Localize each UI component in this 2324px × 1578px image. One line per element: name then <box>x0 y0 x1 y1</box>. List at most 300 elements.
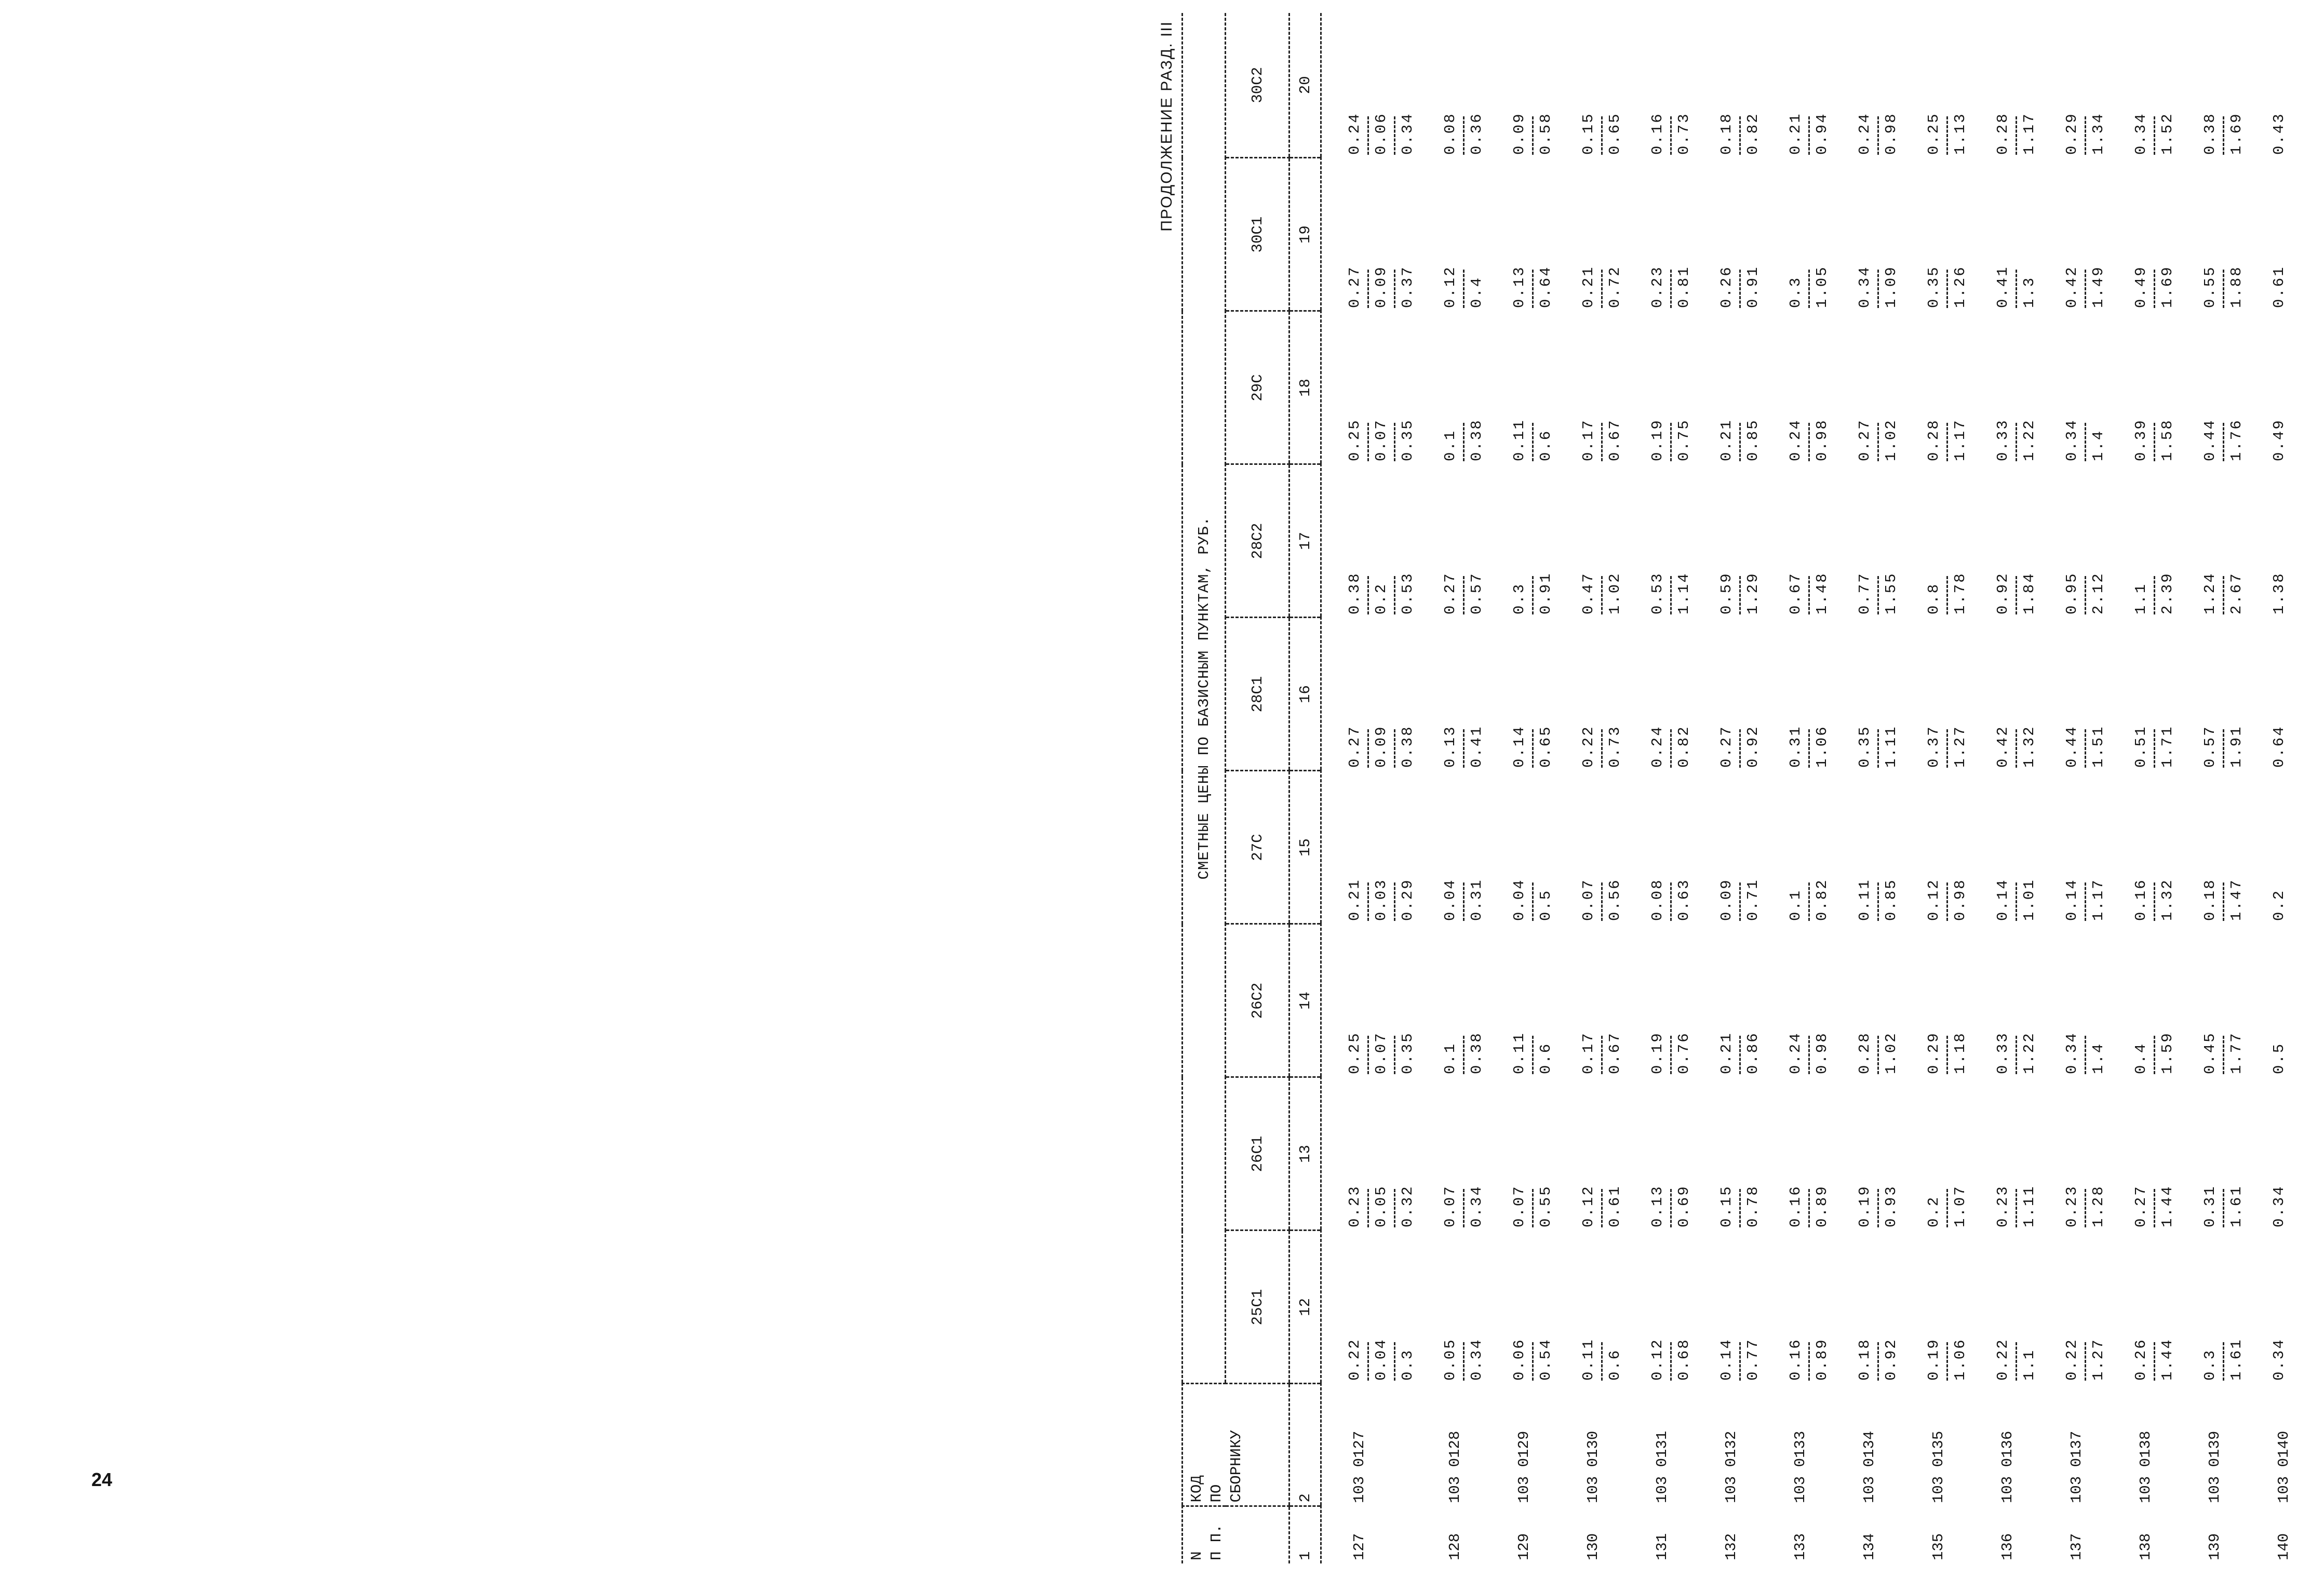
cell-divider <box>2223 1342 2224 1381</box>
price-value: 0.34 <box>2063 419 2080 461</box>
price-value: 0.64 <box>1537 265 1554 308</box>
price-value: 0.61 <box>2271 265 2288 308</box>
header-price-column: 28С2 <box>1226 464 1289 618</box>
price-value: 0.8 <box>1925 582 1942 614</box>
section-caption: ПРОДОЛЖЕНИЕ РАЗД. III <box>1158 21 1175 232</box>
cell-divider <box>1946 270 1948 308</box>
header-column-number: 12 <box>1289 1231 1321 1384</box>
row-number: 137 <box>2068 1533 2085 1560</box>
price-value: 0.34 <box>2271 1338 2288 1381</box>
price-value: 1.17 <box>1952 419 1969 461</box>
cell-divider <box>2154 423 2155 461</box>
cell-divider <box>1367 116 1369 155</box>
price-value: 0.34 <box>1856 265 1873 308</box>
price-value: 1.91 <box>2228 725 2245 768</box>
cell-divider <box>1463 882 1465 921</box>
price-value: 0.2 <box>1373 582 1390 614</box>
price-value: 0.17 <box>1580 419 1597 461</box>
price-value: 0.21 <box>1346 878 1363 921</box>
table-row <box>2039 13 2108 1563</box>
price-value: 0.6 <box>1537 429 1554 461</box>
table-row <box>1763 13 1832 1563</box>
price-value: 0.05 <box>1373 1185 1390 1227</box>
price-cell <box>2177 1231 2246 1384</box>
price-value: 0.22 <box>1994 1338 2011 1381</box>
row-number: 131 <box>1654 1533 1671 1560</box>
cell-divider <box>2223 729 2224 768</box>
cell-divider <box>2016 423 2017 461</box>
price-cell <box>1321 464 1418 618</box>
cell-divider <box>1808 270 1810 308</box>
price-value: 0.92 <box>1994 572 2011 614</box>
price-value: 0.98 <box>1952 878 1969 921</box>
cell-divider <box>1532 1342 1534 1381</box>
cell-divider <box>1601 729 1603 768</box>
price-cell <box>1694 13 1763 158</box>
price-value: 0.65 <box>1606 112 1623 155</box>
price-value: 1.32 <box>2021 725 2038 768</box>
price-cell <box>1832 1077 1901 1231</box>
price-value: 0.63 <box>1675 878 1692 921</box>
price-cell <box>1694 1077 1763 1231</box>
price-value: 0.03 <box>1373 878 1390 921</box>
header-price-column: 28С1 <box>1226 618 1289 771</box>
price-cell <box>1901 1231 1970 1384</box>
row-code: 103 0139 <box>2206 1430 2223 1503</box>
header-column-number: 13 <box>1289 1077 1321 1231</box>
price-value: 0.24 <box>1787 1032 1804 1074</box>
price-value: 2.12 <box>2090 572 2107 614</box>
price-value: 0.34 <box>1468 1338 1485 1381</box>
price-cell <box>1417 158 1486 311</box>
cell-divider <box>1601 1342 1603 1381</box>
price-value: 1.02 <box>1883 419 1900 461</box>
header-code-label-3: СБОРНИКУ <box>1228 1430 1245 1503</box>
cell-divider <box>1463 1189 1465 1227</box>
cell-divider <box>1670 270 1672 308</box>
cell-divider <box>2154 1036 2155 1074</box>
cell-divider <box>1946 576 1948 614</box>
price-cell <box>2039 1231 2108 1384</box>
price-cell <box>1832 1231 1901 1384</box>
price-value: 0.39 <box>2132 419 2150 461</box>
price-value: 1.13 <box>1952 112 1969 155</box>
header-column-number: 19 <box>1289 158 1321 311</box>
price-value: 0.42 <box>1994 725 2011 768</box>
price-value: 0.11 <box>1511 1032 1528 1074</box>
price-cell <box>1970 13 2039 158</box>
price-value: 0.85 <box>1744 419 1762 461</box>
price-value: 0.32 <box>1399 1185 1416 1227</box>
price-cell <box>1763 618 1832 771</box>
cell-divider <box>2016 576 2017 614</box>
price-cell <box>1555 13 1624 158</box>
header-num-label-1: N <box>1188 1551 1205 1560</box>
price-value: 0.27 <box>1718 725 1735 768</box>
price-value: 0.29 <box>1399 878 1416 921</box>
price-cell <box>2108 771 2177 924</box>
row-code: 103 0136 <box>1999 1430 2016 1503</box>
header-price-column: 27С <box>1226 771 1289 924</box>
price-cell <box>1417 464 1486 618</box>
price-value: 0.72 <box>1606 265 1623 308</box>
price-value: 0.29 <box>2063 112 2080 155</box>
price-cell <box>1417 924 1486 1077</box>
price-value: 0.06 <box>1511 1338 1528 1381</box>
price-value: 0.05 <box>1442 1338 1459 1381</box>
price-cell <box>2039 771 2108 924</box>
price-cell <box>2246 464 2324 618</box>
price-value: 0.64 <box>2271 725 2288 768</box>
price-cell <box>1555 771 1624 924</box>
price-cell <box>1624 158 1694 311</box>
cell-divider <box>1877 1189 1879 1227</box>
price-cell <box>1970 311 2039 464</box>
price-cell <box>1555 1231 1624 1384</box>
cell-divider <box>1739 1189 1741 1227</box>
price-cell <box>1901 311 1970 464</box>
cell-divider <box>1946 116 1948 155</box>
header-column-number: 1 <box>1289 1506 1321 1563</box>
price-value: 0.27 <box>1346 725 1363 768</box>
cell-divider <box>1463 576 1465 614</box>
price-value: 0.04 <box>1442 878 1459 921</box>
price-value: 2.39 <box>2159 572 2176 614</box>
price-cell <box>1970 1231 2039 1384</box>
cell-divider <box>1877 1036 1879 1074</box>
price-value: 0.94 <box>1813 112 1831 155</box>
price-value: 0.14 <box>1511 725 1528 768</box>
price-value: 0.19 <box>1925 1338 1942 1381</box>
cell-divider <box>1601 270 1603 308</box>
price-cell <box>1486 771 1555 924</box>
table-row <box>2246 13 2324 1563</box>
cell-divider <box>2085 729 2086 768</box>
price-value: 0.07 <box>1511 1185 1528 1227</box>
price-cell <box>1763 311 1832 464</box>
price-value: 0.23 <box>1346 1185 1363 1227</box>
price-value: 0.27 <box>2132 1185 2150 1227</box>
cell-divider <box>1739 576 1741 614</box>
price-value: 0.3 <box>1787 276 1804 308</box>
price-value: 0.78 <box>1744 1185 1762 1227</box>
price-value: 0.35 <box>1925 265 1942 308</box>
row-code: 103 0135 <box>1930 1430 1947 1503</box>
price-value: 0.36 <box>1468 112 1485 155</box>
cell-divider <box>1946 1342 1948 1381</box>
row-number: 130 <box>1584 1533 1602 1560</box>
price-cell <box>2177 1077 2246 1231</box>
cell-divider <box>1463 270 1465 308</box>
price-value: 1.02 <box>1606 572 1623 614</box>
cell-divider <box>1877 882 1879 921</box>
price-cell <box>1970 771 2039 924</box>
cell-divider <box>2085 116 2086 155</box>
price-value: 0.19 <box>1649 1032 1666 1074</box>
cell-divider <box>1601 116 1603 155</box>
header-price-column: 25С1 <box>1248 1289 1266 1326</box>
cell-divider <box>2223 1189 2224 1227</box>
price-value: 1.26 <box>1952 265 1969 308</box>
cell-divider <box>2154 116 2155 155</box>
price-value: 0.07 <box>1580 878 1597 921</box>
price-value: 0.56 <box>1606 878 1623 921</box>
price-cell <box>1486 158 1555 311</box>
price-cell <box>2177 771 2246 924</box>
price-cell <box>1694 1231 1763 1384</box>
price-value: 0.91 <box>1744 265 1762 308</box>
page-number: 24 <box>91 1469 113 1490</box>
price-value: 0.38 <box>1399 725 1416 768</box>
price-value: 0.41 <box>1994 265 2011 308</box>
price-value: 1.51 <box>2090 725 2107 768</box>
table-row <box>2108 13 2177 1563</box>
cell-divider <box>1808 1189 1810 1227</box>
price-cell <box>2039 618 2108 771</box>
cell-divider <box>2223 576 2224 614</box>
cell-divider <box>1739 1342 1741 1381</box>
cell-divider <box>1532 882 1534 921</box>
price-value: 1.55 <box>1883 572 1900 614</box>
price-value: 0.4 <box>2132 1042 2150 1074</box>
cell-divider <box>1877 729 1879 768</box>
row-number: 138 <box>2137 1533 2154 1560</box>
price-value: 0.11 <box>1580 1338 1597 1381</box>
price-cell <box>1321 311 1418 464</box>
cell-divider <box>1877 576 1879 614</box>
price-value: 0.2 <box>2271 889 2288 921</box>
cell-divider <box>1601 1036 1603 1074</box>
cell-divider <box>1367 882 1369 921</box>
cell-divider <box>1394 1342 1395 1381</box>
price-value: 0.15 <box>1580 112 1597 155</box>
price-cell <box>1901 924 1970 1077</box>
price-value: 0.86 <box>1744 1032 1762 1074</box>
cell-divider <box>1670 116 1672 155</box>
price-value: 0.54 <box>1537 1338 1554 1381</box>
cell-divider <box>1394 729 1395 768</box>
price-value: 0.1 <box>1442 429 1459 461</box>
price-cell <box>1694 464 1763 618</box>
price-value: 0.73 <box>1606 725 1623 768</box>
cell-divider <box>2154 1189 2155 1227</box>
price-value: 0.22 <box>1346 1338 1363 1381</box>
cell-divider <box>2016 1189 2017 1227</box>
price-value: 1.59 <box>2159 1032 2176 1074</box>
price-value: 0.07 <box>1373 419 1390 461</box>
price-value: 0.09 <box>1373 725 1390 768</box>
price-value: 0.67 <box>1787 572 1804 614</box>
row-code: 103 0138 <box>2137 1430 2154 1503</box>
cell-divider <box>1394 423 1395 461</box>
cell-divider <box>1946 1189 1948 1227</box>
cell-divider <box>2085 270 2086 308</box>
price-value: 0.42 <box>2063 265 2080 308</box>
price-cell <box>1321 1231 1418 1384</box>
price-value: 0.85 <box>1883 878 1900 921</box>
price-cell <box>1486 1077 1555 1231</box>
price-value: 0.67 <box>1606 419 1623 461</box>
cell-divider <box>1367 270 1369 308</box>
price-value: 1.06 <box>1813 725 1831 768</box>
price-value: 0.98 <box>1813 1032 1831 1074</box>
cell-divider <box>1601 882 1603 921</box>
table-row <box>1970 13 2039 1563</box>
price-value: 1.05 <box>1813 265 1831 308</box>
price-value: 0.16 <box>2132 878 2150 921</box>
cell-divider <box>1739 270 1741 308</box>
price-value: 0.98 <box>1883 112 1900 155</box>
cell-divider <box>2085 1342 2086 1381</box>
price-cell <box>2246 1077 2324 1231</box>
cell-divider <box>1739 729 1741 768</box>
price-value: 0.89 <box>1813 1185 1831 1227</box>
price-cell <box>1321 1077 1418 1231</box>
price-value: 0.38 <box>2201 112 2219 155</box>
price-value: 0.35 <box>1856 725 1873 768</box>
cell-divider <box>1394 1036 1395 1074</box>
price-value: 0.58 <box>1537 112 1554 155</box>
cell-divider <box>1877 270 1879 308</box>
price-value: 0.43 <box>2271 112 2288 155</box>
cell-divider <box>1808 116 1810 155</box>
price-value: 2.67 <box>2228 572 2245 614</box>
price-value: 0.22 <box>1580 725 1597 768</box>
price-value: 0.33 <box>1994 419 2011 461</box>
price-cell <box>1555 1077 1624 1231</box>
price-value: 0.38 <box>1468 419 1485 461</box>
cell-divider <box>1532 270 1534 308</box>
price-value: 0.18 <box>1856 1338 1873 1381</box>
price-value: 1.61 <box>2228 1338 2245 1381</box>
cell-divider <box>1394 1189 1395 1227</box>
cell-divider <box>1367 1036 1369 1074</box>
cell-divider <box>1670 1036 1672 1074</box>
price-cell <box>1624 311 1694 464</box>
price-cell <box>1832 924 1901 1077</box>
price-value: 0.81 <box>1675 265 1692 308</box>
price-value: 1.24 <box>2201 572 2219 614</box>
table-row <box>2177 13 2246 1563</box>
price-value: 0.61 <box>1606 1185 1623 1227</box>
price-value: 0.91 <box>1537 572 1554 614</box>
price-value: 0.27 <box>1442 572 1459 614</box>
price-value: 0.13 <box>1649 1185 1666 1227</box>
cell-divider <box>1601 1189 1603 1227</box>
row-number: 128 <box>1446 1533 1463 1560</box>
price-cell <box>2246 924 2324 1077</box>
price-value: 0.82 <box>1675 725 1692 768</box>
cell-divider <box>2223 270 2224 308</box>
cell-divider <box>1946 882 1948 921</box>
price-cell <box>1763 924 1832 1077</box>
price-value: 1.17 <box>2021 112 2038 155</box>
price-value: 0.38 <box>1346 572 1363 614</box>
price-cell <box>1555 924 1624 1077</box>
price-value: 0.53 <box>1649 572 1666 614</box>
header-row-top <box>1183 13 1226 1563</box>
price-value: 0.06 <box>1373 112 1390 155</box>
price-cell <box>1555 618 1624 771</box>
price-cell <box>2246 618 2324 771</box>
price-cell <box>1486 924 1555 1077</box>
price-value: 1.44 <box>2159 1338 2176 1381</box>
price-value: 0.16 <box>1649 112 1666 155</box>
price-cell <box>2246 771 2324 924</box>
cell-divider <box>1367 423 1369 461</box>
cell-divider <box>1739 423 1741 461</box>
cell-divider <box>1367 729 1369 768</box>
price-cell <box>2246 1231 2324 1384</box>
price-value: 0.53 <box>1399 572 1416 614</box>
header-price-column: 30С2 <box>1226 13 1289 158</box>
price-value: 1.49 <box>2090 265 2107 308</box>
price-cell <box>1694 924 1763 1077</box>
price-value: 0.29 <box>1925 1032 1942 1074</box>
price-value: 0.34 <box>2132 112 2150 155</box>
price-value: 0.22 <box>2063 1338 2080 1381</box>
price-value: 0.1 <box>1442 1042 1459 1074</box>
cell-divider <box>2085 882 2086 921</box>
price-cell <box>1417 771 1486 924</box>
price-value: 0.33 <box>1994 1032 2011 1074</box>
cell-divider <box>1463 423 1465 461</box>
price-cell <box>1321 13 1418 158</box>
row-code: 103 0129 <box>1515 1430 1533 1503</box>
price-value: 1.27 <box>2090 1338 2107 1381</box>
price-value: 1.11 <box>2021 1185 2038 1227</box>
price-cell <box>2039 464 2108 618</box>
row-number: 139 <box>2206 1533 2223 1560</box>
rotated-table-page <box>1158 0 2292 1563</box>
price-value: 0.44 <box>2201 419 2219 461</box>
cell-divider <box>1367 1189 1369 1227</box>
cell-divider <box>2154 270 2155 308</box>
cell-divider <box>2085 1189 2086 1227</box>
price-cell <box>1555 311 1624 464</box>
cell-divider <box>1670 1189 1672 1227</box>
price-value: 0.09 <box>1718 878 1735 921</box>
price-value: 1.14 <box>1675 572 1692 614</box>
price-value: 0.07 <box>1373 1032 1390 1074</box>
price-value: 0.82 <box>1813 878 1831 921</box>
table-row <box>1694 13 1763 1563</box>
cell-divider <box>1394 576 1395 614</box>
table-row <box>1321 13 1418 1563</box>
price-value: 0.21 <box>1718 419 1735 461</box>
price-value: 1.11 <box>1883 725 1900 768</box>
price-table <box>1181 13 2324 1563</box>
cell-divider <box>2016 729 2017 768</box>
cell-divider <box>1739 116 1741 155</box>
price-cell <box>1417 618 1486 771</box>
cell-divider <box>1463 116 1465 155</box>
price-cell <box>1970 924 2039 1077</box>
price-cell <box>1321 158 1418 311</box>
price-value: 0.93 <box>1883 1185 1900 1227</box>
price-value: 0.37 <box>1925 725 1942 768</box>
price-value: 0.55 <box>1537 1185 1554 1227</box>
price-value: 1.34 <box>2090 112 2107 155</box>
price-value: 1.44 <box>2159 1185 2176 1227</box>
price-cell <box>2177 158 2246 311</box>
row-number: 127 <box>1351 1533 1368 1560</box>
price-cell <box>1417 311 1486 464</box>
cell-divider <box>1463 1036 1465 1074</box>
header-row-numbers <box>1289 13 1321 1563</box>
price-value: 0.51 <box>2132 725 2150 768</box>
price-cell <box>1321 618 1418 771</box>
